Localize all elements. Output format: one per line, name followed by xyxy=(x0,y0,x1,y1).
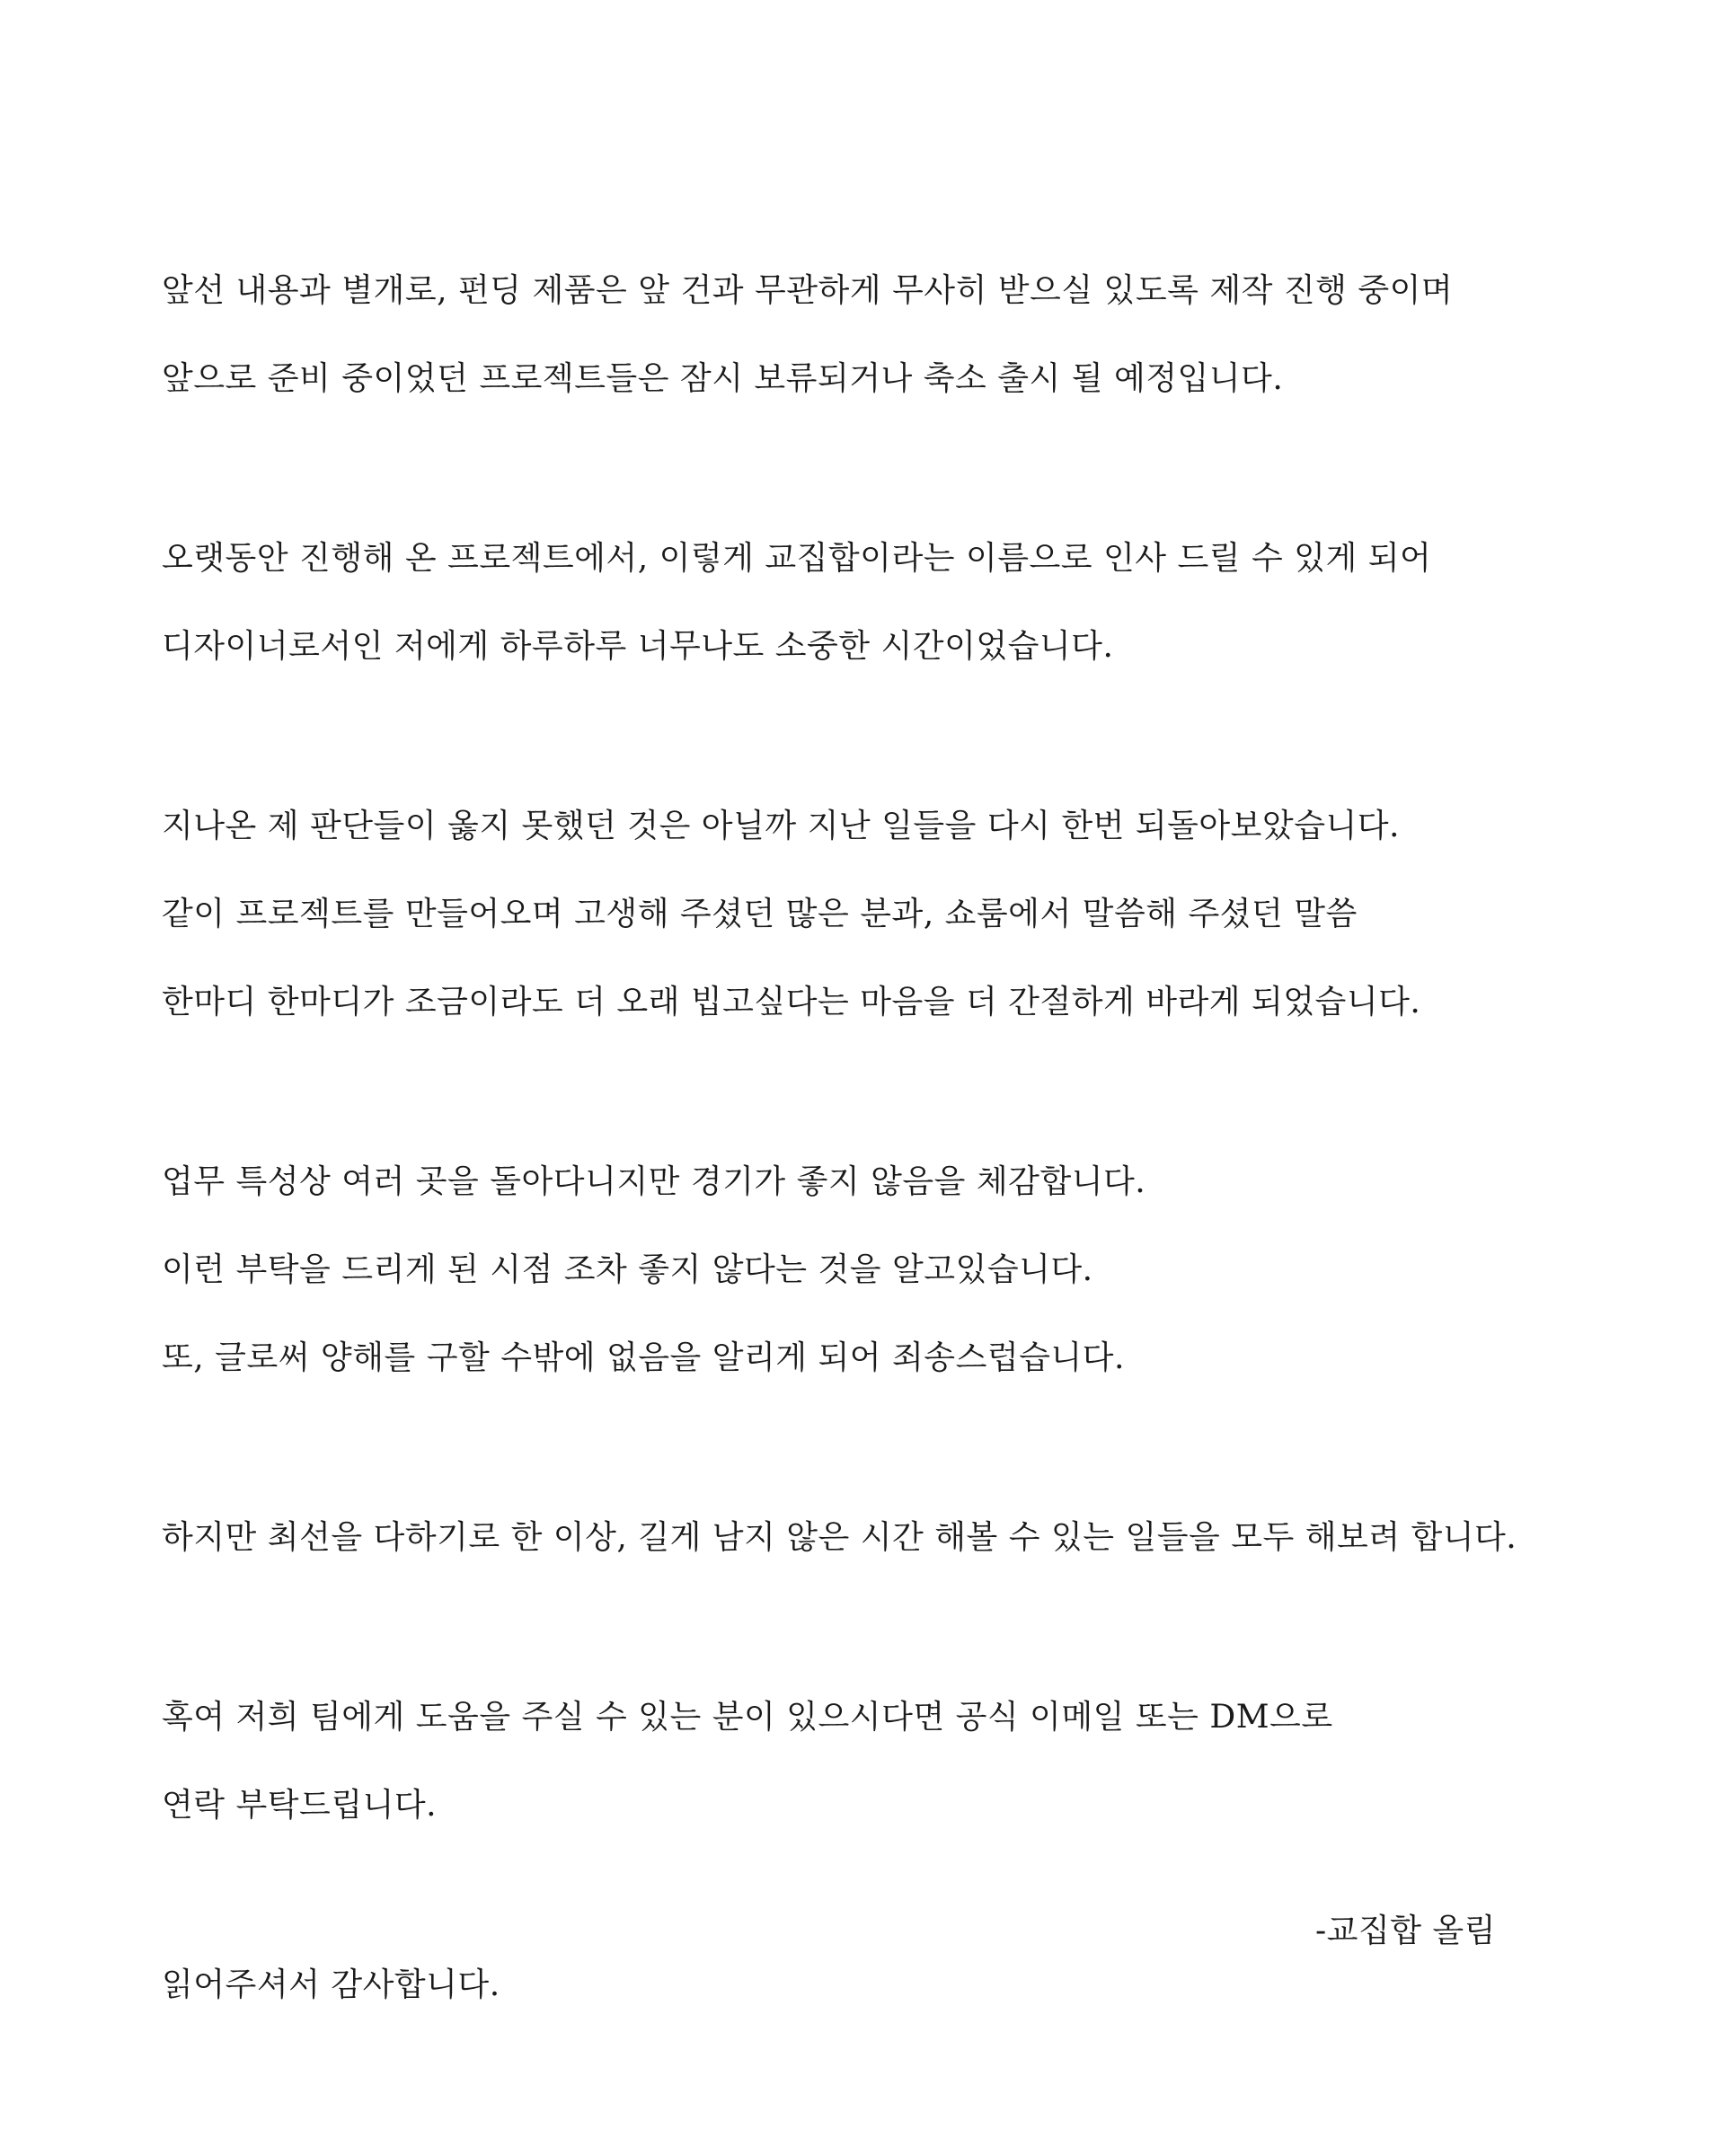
text-line: 앞선 내용과 별개로, 펀딩 제품은 앞 건과 무관하게 무사히 받으실 있도록 제작 진행 중이며 xyxy=(162,272,1454,309)
text-line: 앞으로 준비 중이었던 프로젝트들은 잠시 보류되거나 축소 출시 될 예정입니다. xyxy=(162,360,1284,397)
text-line: 연락 부탁드립니다. xyxy=(162,1787,438,1824)
text-line: 지나온 제 판단들이 옳지 못했던 것은 아닐까 지난 일들을 다시 한번 되돌아보았습니다. xyxy=(162,808,1400,844)
paragraph-thanks xyxy=(162,1964,1635,2007)
text-line: 업무 특성상 여러 곳을 돌아다니지만 경기가 좋지 않음을 체감합니다. xyxy=(162,1163,1146,1200)
signature: -교집합 올림 xyxy=(1315,1913,1496,1949)
paragraph-reflection xyxy=(162,805,1635,1024)
text-line: 이런 부탁을 드리게 된 시점 조차 좋지 않다는 것을 알고있습니다. xyxy=(162,1251,1093,1288)
text-line: 읽어주셔서 감사합니다. xyxy=(162,1966,500,2003)
paragraph-apology xyxy=(162,1161,1635,1380)
text-line: 하지만 최선을 다하기로 한 이상, 길게 남지 않은 시간 해볼 수 있는 일들을 모두 해보려 합니다. xyxy=(162,1519,1517,1556)
text-line: 혹여 저희 팀에게 도움을 주실 수 있는 분이 있으시다면 공식 이메일 또는 DM으로 xyxy=(162,1699,1333,1736)
paragraph-resolve xyxy=(162,1516,1635,1560)
letter-body xyxy=(162,270,1635,2007)
text-line: 한마디 한마디가 조금이라도 더 오래 빕고싶다는 마음을 더 간절하게 바라게 되었습니다. xyxy=(162,984,1421,1021)
paragraph-request xyxy=(162,1696,1635,1827)
paragraph-gratitude xyxy=(162,537,1635,668)
text-line: 오랫동안 진행해 온 프로젝트에서, 이렇게 교집합이라는 이름으로 인사 드릴 수 있게 되어 xyxy=(162,540,1432,577)
text-line: 디자이너로서인 저에게 하루하루 너무나도 소중한 시간이었습니다. xyxy=(162,628,1114,665)
text-line: 또, 글로써 양해를 구할 수밖에 없음을 알리게 되어 죄송스럽습니다. xyxy=(162,1339,1125,1376)
text-line: 같이 프로젝트를 만들어오며 고생해 주셨던 많은 분과, 쇼룸에서 말씀해 주셨던 말씀 xyxy=(162,896,1358,932)
paragraph-production-notice xyxy=(162,270,1635,401)
